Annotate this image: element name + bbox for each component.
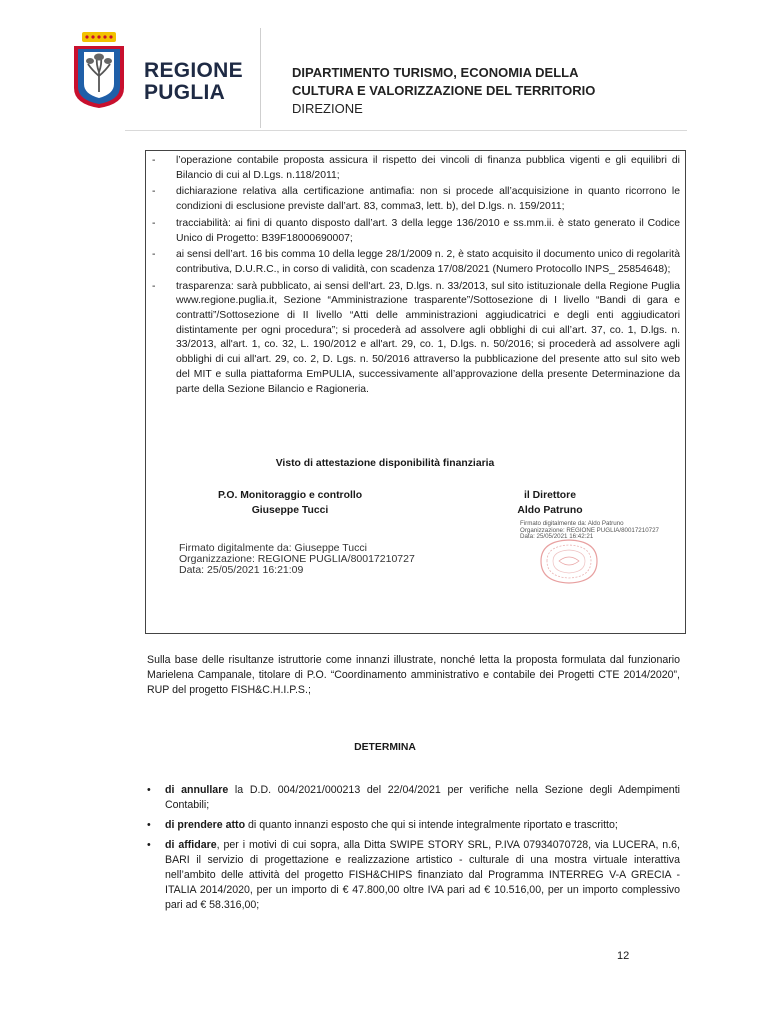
list-item-text: l’operazione contabile proposta assicura il rispetto dei vincoli di finanza pubblica vigenti e gli equilibri di Bilancio di cui al D.Lgs. n.118/2011;: [176, 155, 680, 181]
region-name: [144, 60, 243, 104]
visto-title: Visto di attestazione disponibilità finanziaria: [275, 458, 495, 469]
sig1-line2: Organizzazione: REGIONE PUGLIA/80017210727: [179, 553, 415, 565]
list-item: - ai sensi dell’art. 16 bis comma 10 della legge 28/1/2009 n. 2, è stato acquisito il documento unico di regolarità contributiva, D.U.R.C., in corso di validità, con scadenza 17/08/2021 (Numero Protocollo INPS_ 25854648);: [152, 249, 680, 275]
region-name-line1: REGIONE: [144, 59, 243, 82]
header-rule: [125, 130, 687, 131]
sig2-line3: Data: 25/05/2021 16:42:21: [520, 533, 594, 540]
department-line1: DIPARTIMENTO TURISMO, ECONOMIA DELLA: [292, 65, 579, 80]
list-item: - trasparenza: sarà pubblicato, ai sensi dell'art. 23, D.lgs. n. 33/2013, sul sito istituzionale della Regione Puglia www.regione.puglia.it, Sezione “Amministrazione trasparente”/Sottosezione di I livello “Bandi di gara e contratti”/Sottosezione di II livello “Atti delle amministrazioni aggiudicatrici e degli enti aggiudicatori distintamente per ogni procedura”; si procederà ad assolvere agli obblighi di cui all’art. 37, co. 1, D.lgs. n. 33/2013, all'art. 1, co. 32, L. 190/2012 e all'art. 29, co. 1, D.lgs. n. 50/2016; si procederà ad assolvere agli obblighi di cui all'art. 29, co. 2, D. Lgs. n. 50/2016 attraverso la pubblicazione del presente atto sul sito web del MIT e sulla piattaforma EmPULIA, successivamente all’approvazione della presente Determinazione da parte della Sezione Bilancio e Ragioneria.: [152, 280, 680, 395]
sig1-line1: Firmato digitalmente da: Giuseppe Tucci: [179, 542, 367, 554]
determina-list: [147, 783, 680, 918]
po-name: Giuseppe Tucci: [251, 505, 329, 516]
list-item: - dichiarazione relativa alla certificazione antimafia: non si procede all’acquisizione in quanto ricorrono le condizioni di esclusione previste dall’art. 83, comma3, lett. b), del D.lgs. n. 159/2011;: [152, 186, 680, 213]
item-text: , per i motivi di cui sopra, alla Ditta SWIPE STORY SRL, P.IVA 07934070728, via LUCERA, n.6, BARI il servizio di progettazione e realizzazione artistico - culturale di una mostra virtuale interattiva nell’ambito delle attività del progetto FISH&CHIPS finanziato dal Programma INTERREG V-A GRECIA - ITALIA 2014/2020, per un importo di € 47.800,00 oltre IVA pari ad € 10.516,00, per un importo complessivo pari ad € 58.316,00;: [165, 839, 680, 911]
sig2-line2: Organizzazione: REGIONE PUGLIA/80017210727: [520, 526, 659, 534]
list-item: - tracciabilità: ai fini di quanto disposto dall’art. 3 della legge 136/2010 e ss.mm.ii. è stato generato il Codice Unico di Progetto: B39F18000690007;: [152, 217, 680, 244]
department-line2: CULTURA E VALORIZZAZIONE DEL TERRITORIO: [292, 83, 596, 98]
list-item-text: tracciabilità: ai fini di quanto disposto dall’art. 3 della legge 136/2010 e ss.mm.ii. è stato generato il Codice Unico di Progetto: B39F18000690007;: [176, 217, 680, 244]
item-lead: di affidare: [165, 839, 217, 851]
po-digital-signature: [179, 543, 415, 576]
item-text: di quanto innanzi esposto che qui si intende integralmente riportato e trascritto;: [245, 819, 618, 831]
regione-puglia-logo: [70, 30, 128, 110]
page-header: [0, 0, 770, 135]
item-lead: di prendere atto: [165, 819, 246, 831]
body-paragraph: Sulla base delle risultanze istruttorie come innanzi illustrate, nonché letta la proposta formulata dal funzionario Marielena Campanale, titolare di P.O. “Coordinamento amministrativo e contabile dei Progetti CTE 2014/2020”, RUP del progetto FISH&C.H.I.P.S.;: [147, 654, 680, 696]
list-item-text: trasparenza: sarà pubblicato, ai sensi dell'art. 23, D.lgs. n. 33/2013, sul sito istituzionale della Regione Puglia www.regione.puglia.it, Sezione “Amministrazione trasparente”/Sottosezione di I livello “Bandi di gara e contratti”/Sottosezione di II livello “Atti delle amministrazioni aggiudicatrici e degli enti aggiudicatori distintamente per ogni procedura”; si procederà ad assolvere agli obblighi di cui all’art. 37, co. 1, D.lgs. n. 33/2013, all'art. 1, co. 32, L. 190/2012 e all'art. 29, co. 1, D.lgs. n. 50/2016; si procederà ad assolvere agli obblighi di cui all'art. 29, co. 2, D. Lgs. n. 50/2016 attraverso la pubblicazione del presente atto sul sito web del MIT e sulla piattaforma EmPULIA, successivamente all’approvazione della presente Determinazione da parte della Sezione Bilancio e Ragioneria.: [176, 280, 680, 395]
header-divider: [260, 28, 261, 128]
list-item-text: ai sensi dell’art. 16 bis comma 10 della legge 28/1/2009 n. 2, è stato acquisito il documento unico di regolarità contributiva, D.U.R.C., in corso di validità, con scadenza 17/08/2021 (Numero Protocollo INPS_ 25854648);: [176, 249, 680, 275]
page-number: 12: [617, 950, 630, 962]
department-name: [292, 64, 595, 118]
department-line3: DIREZIONE: [292, 101, 363, 116]
director-role: il Direttore: [524, 490, 576, 501]
item-lead: di annullare: [165, 784, 229, 796]
signature-stamp-icon: [535, 535, 603, 587]
box-bullet-list: [148, 154, 680, 399]
director-name: Aldo Patruno: [517, 505, 583, 516]
director-digital-signature: [520, 521, 659, 541]
list-item: • di annullare la D.D. 004/2021/000213 del 22/04/2021 per verifiche nella Sezione degli Adempimenti Contabili;: [147, 784, 680, 811]
item-text: la D.D. 004/2021/000213 del 22/04/2021 per verifiche nella Sezione degli Adempimenti Contabili;: [165, 784, 680, 811]
po-role: P.O. Monitoraggio e controllo: [217, 490, 363, 501]
po-signatory: [210, 488, 370, 518]
list-item: - l’operazione contabile proposta assicura il rispetto dei vincoli di finanza pubblica vigenti e gli equilibri di Bilancio di cui al D.Lgs. n.118/2011;: [152, 155, 680, 181]
determina-heading: DETERMINA: [354, 742, 416, 753]
list-item-text: dichiarazione relativa alla certificazione antimafia: non si procede all’acquisizione in quanto ricorrono le condizioni di esclusione previste dall’art. 83, comma3, lett. b), del D.lgs. n. 159/2011;: [176, 186, 680, 213]
list-item: • di prendere atto di quanto innanzi esposto che qui si intende integralmente riportato e trascritto;: [147, 819, 618, 831]
list-item: • di affidare, per i motivi di cui sopra, alla Ditta SWIPE STORY SRL, P.IVA 07934070728, via LUCERA, n.6, BARI il servizio di progettazione e realizzazione artistico - culturale di una mostra virtuale interattiva nell’ambito delle attività del progetto FISH&CHIPS finanziato dal Programma INTERREG V-A GRECIA - ITALIA 2014/2020, per un importo di € 47.800,00 oltre IVA pari ad € 10.516,00, per un importo complessivo pari ad € 58.316,00;: [147, 839, 680, 911]
sig2-line1: Firmato digitalmente da: Aldo Patruno: [520, 520, 624, 527]
region-name-line2: PUGLIA: [144, 81, 226, 104]
sig1-line3: Data: 25/05/2021 16:21:09: [179, 564, 304, 576]
director-signatory: [490, 488, 610, 518]
